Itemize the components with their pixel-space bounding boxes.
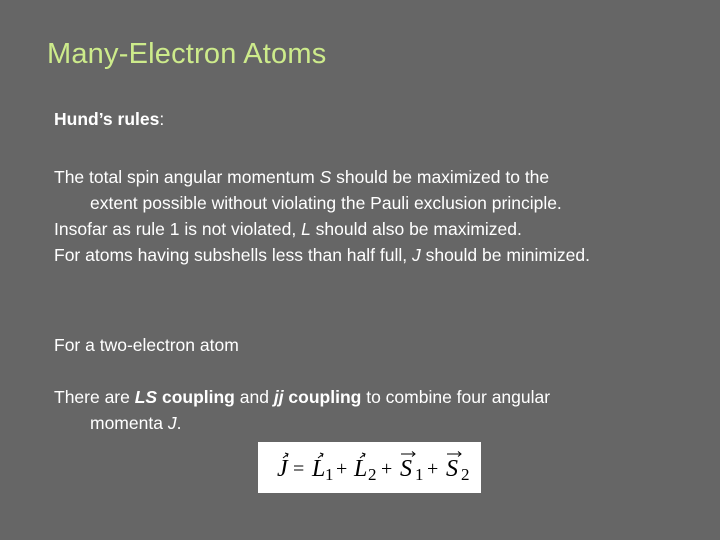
rule-1-continuation: extent possible without violating the Pauli exclusion principle. xyxy=(90,193,562,213)
rule-2-text-a: Insofar as rule 1 is not violated, xyxy=(54,219,302,239)
eq-s1-sub: 1 xyxy=(415,465,424,484)
eq-s1: S xyxy=(400,456,412,482)
rule-1-text-a: The total spin angular momentum xyxy=(54,167,320,187)
eq-s2-sub: 2 xyxy=(461,465,470,484)
ls-var: LS xyxy=(134,387,158,407)
coupling-text-b: to combine four angular xyxy=(361,387,551,407)
rule-3-text-b: should be minimized. xyxy=(420,245,590,265)
rule-1-var: S xyxy=(319,167,332,187)
slide-title: Many-Electron Atoms xyxy=(47,38,327,70)
eq-l1: L xyxy=(312,456,326,482)
coupling-cont-b: . xyxy=(176,413,182,433)
eq-j: J xyxy=(277,456,288,482)
jj-coupling-term xyxy=(274,387,362,407)
two-electron-atom-text: For a two-electron atom xyxy=(54,335,239,355)
eq-s2: S xyxy=(446,456,458,482)
eq-l2: L xyxy=(354,456,368,482)
ls-coupling-word: coupling xyxy=(157,387,235,407)
hund-rules-list xyxy=(54,164,590,268)
eq-equals: = xyxy=(293,458,305,480)
jj-var: jj xyxy=(273,387,284,407)
equation-box xyxy=(258,442,481,493)
rule-3-var: J xyxy=(411,245,421,265)
eq-plus-3: + xyxy=(427,458,439,480)
coupling-and: and xyxy=(234,387,274,407)
coupling-text-a: There are xyxy=(54,387,135,407)
coupling-cont-var: J xyxy=(167,413,177,433)
eq-plus-1: + xyxy=(336,458,348,480)
coupling-line-2 xyxy=(54,410,550,436)
rule-2-var: L xyxy=(301,219,311,239)
hund-rules-colon: : xyxy=(159,109,165,129)
jj-coupling-word: coupling xyxy=(283,387,362,407)
rule-1 xyxy=(54,164,590,190)
rule-2-text-b: should also be maximized. xyxy=(310,219,522,239)
rule-3 xyxy=(54,242,590,268)
rule-1-text-b: should be maximized to the xyxy=(331,167,550,187)
eq-l2-sub: 2 xyxy=(368,465,377,484)
rule-2 xyxy=(54,216,590,242)
rule-3-text-a: For atoms having subshells less than half full, xyxy=(54,245,412,265)
coupling-cont-a: momenta xyxy=(90,413,168,433)
coupling-paragraph xyxy=(54,384,550,436)
hund-rules-heading xyxy=(54,106,164,132)
coupling-line-1 xyxy=(54,384,550,410)
eq-l1-sub: 1 xyxy=(325,465,334,484)
hund-rules-label: Hund’s rules xyxy=(54,109,160,129)
equation-graphic xyxy=(258,442,481,493)
eq-plus-2: + xyxy=(381,458,393,480)
ls-coupling-term xyxy=(135,387,235,407)
